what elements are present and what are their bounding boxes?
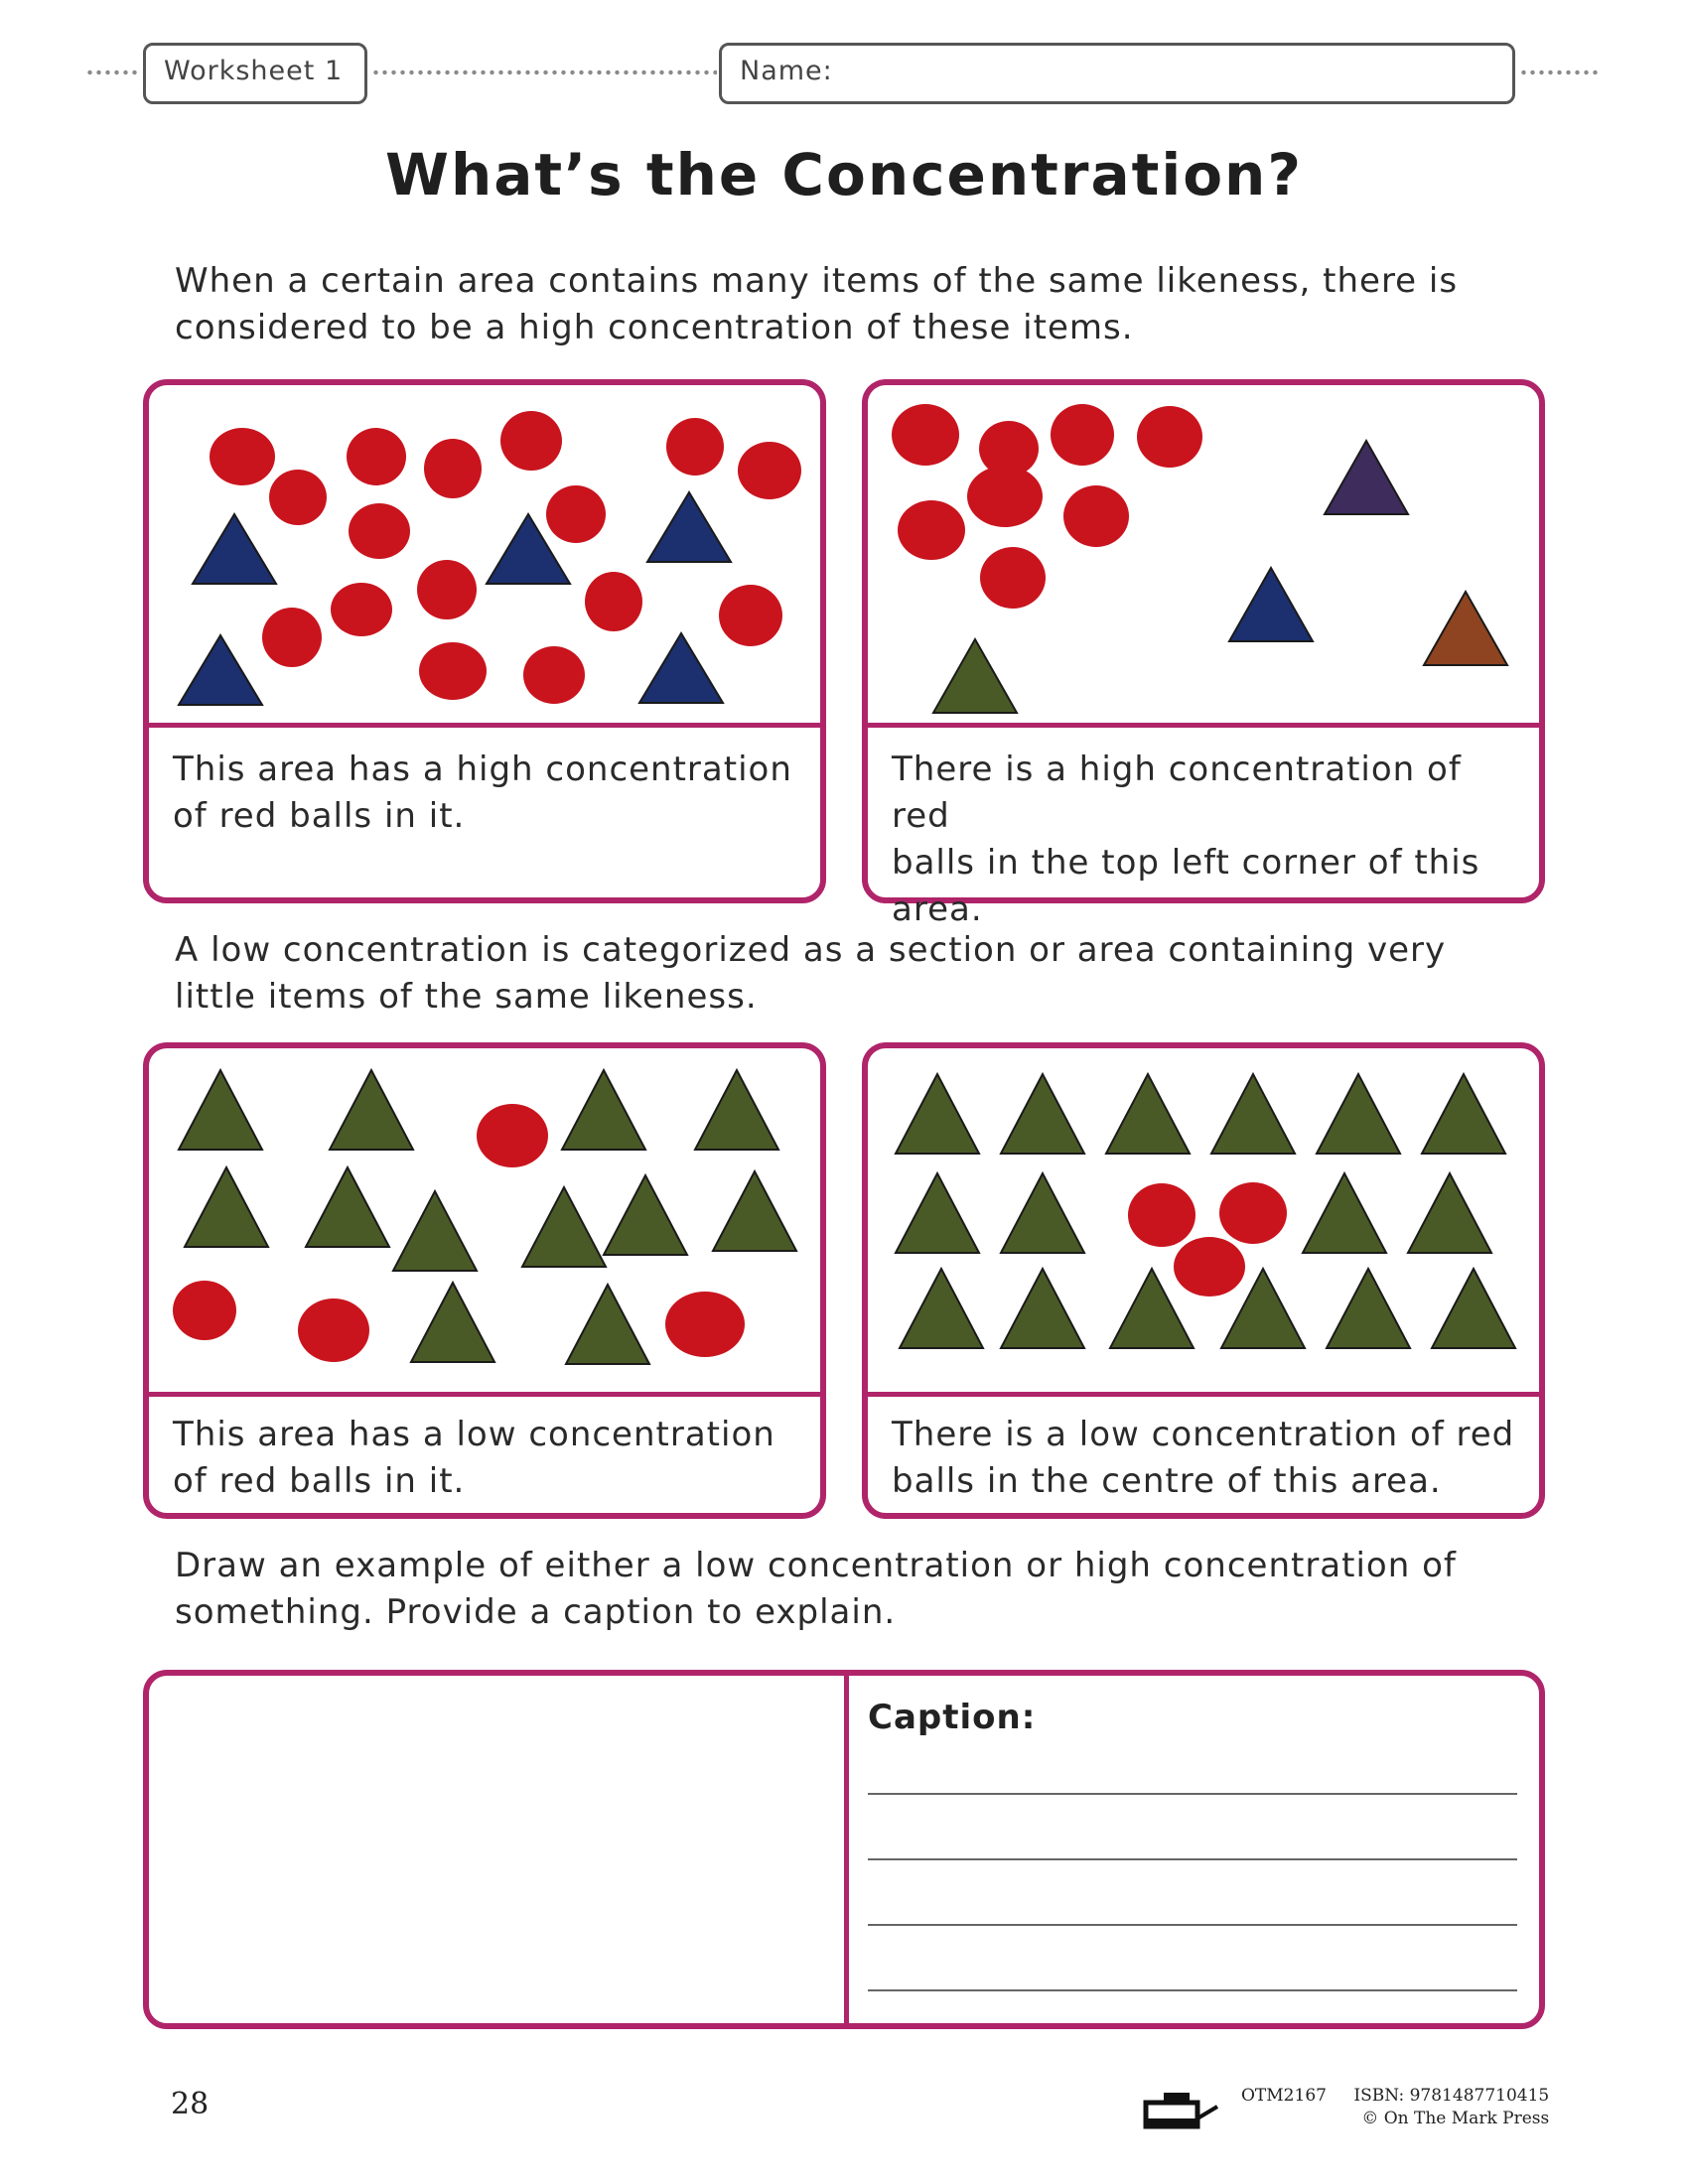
green-triangle: [330, 1070, 413, 1150]
caption-line-2: balls in the top left corner of this: [892, 843, 1480, 883]
red-ball: [523, 646, 585, 704]
red-ball: [719, 585, 782, 646]
red-ball: [666, 418, 724, 476]
page-title: What’s the Concentration?: [385, 141, 1303, 208]
name-field[interactable]: [719, 43, 1515, 104]
green-triangle: [562, 1070, 645, 1150]
green-triangle: [1317, 1074, 1400, 1154]
panel-caption: [173, 747, 802, 840]
red-ball: [477, 1104, 548, 1167]
red-ball: [1063, 485, 1129, 547]
green-triangle: [933, 639, 1017, 713]
footer-publisher-info: [1241, 2085, 1549, 2130]
panel-high-concentration-corner: [862, 379, 1545, 929]
red-ball: [546, 485, 606, 543]
green-triangle: [306, 1167, 389, 1247]
navy-triangle: [193, 514, 276, 584]
navy-triangle: [179, 635, 262, 705]
red-ball: [424, 439, 482, 498]
copyright: © On The Mark Press: [1361, 2109, 1550, 2128]
red-ball: [1137, 406, 1202, 468]
shapes-illustration: [149, 385, 820, 723]
caption-writing-line[interactable]: [868, 1989, 1517, 1991]
red-ball: [892, 404, 959, 466]
panel-divider: [149, 1392, 820, 1397]
caption-line-2: of red balls in it.: [173, 1461, 466, 1501]
panel-high-concentration: [143, 379, 826, 903]
intro-line-1: When a certain area contains many items of the same likeness, there is: [175, 261, 1459, 301]
header-dots-right: [1519, 69, 1599, 75]
shapes-illustration: [868, 1048, 1539, 1392]
green-triangle: [1422, 1074, 1505, 1154]
green-triangle: [1211, 1074, 1295, 1154]
green-triangle: [604, 1175, 687, 1255]
navy-triangle: [639, 633, 723, 703]
red-ball: [331, 583, 392, 636]
low-line-2: little items of the same likeness.: [175, 977, 758, 1017]
panel-divider: [868, 723, 1539, 728]
green-triangle: [900, 1269, 983, 1348]
green-triangle: [713, 1171, 796, 1251]
green-triangle: [566, 1285, 649, 1364]
green-triangle: [1303, 1173, 1386, 1253]
shapes-illustration: [868, 385, 1539, 723]
green-triangle: [393, 1191, 477, 1271]
green-triangle: [411, 1283, 494, 1362]
caption-line-3: area.: [892, 889, 983, 929]
navy-triangle: [1229, 568, 1313, 641]
caption-line-2: balls in the centre of this area.: [892, 1461, 1442, 1501]
panel-caption: [173, 1412, 802, 1505]
panel-caption: [892, 1412, 1521, 1505]
red-ball: [665, 1292, 745, 1357]
purple-triangle: [1325, 441, 1408, 514]
red-ball: [1174, 1237, 1245, 1297]
brown-triangle: [1424, 592, 1507, 665]
red-ball: [417, 560, 477, 619]
red-ball: [173, 1281, 236, 1340]
green-triangle: [896, 1173, 979, 1253]
worksheet-label: Worksheet 1: [164, 56, 344, 86]
caption-line-1: There is a low concentration of red: [892, 1415, 1515, 1454]
caption-writing-line[interactable]: [868, 1858, 1517, 1860]
caption-writing-line[interactable]: [868, 1924, 1517, 1926]
name-label: Name:: [740, 56, 833, 86]
panel-divider: [149, 723, 820, 728]
caption-writing-line[interactable]: [868, 1793, 1517, 1795]
isbn: ISBN: 9781487710415: [1353, 2086, 1550, 2106]
red-ball: [738, 442, 801, 499]
red-ball: [419, 642, 487, 700]
green-triangle: [695, 1070, 778, 1150]
green-triangle: [1001, 1074, 1084, 1154]
shapes-illustration: [149, 1048, 820, 1392]
red-ball: [1128, 1183, 1196, 1247]
header-dots-left: [85, 69, 141, 75]
green-triangle: [1106, 1074, 1190, 1154]
caption-line-1: There is a high concentration of red: [892, 750, 1462, 836]
red-ball: [210, 428, 275, 485]
panel-low-concentration: [143, 1042, 826, 1519]
navy-triangle: [647, 492, 731, 562]
red-ball: [585, 572, 642, 631]
green-triangle: [896, 1074, 979, 1154]
green-triangle: [1001, 1173, 1084, 1253]
green-triangle: [1408, 1173, 1491, 1253]
green-triangle: [1432, 1269, 1515, 1348]
red-ball: [298, 1298, 369, 1362]
intro-paragraph: [175, 258, 1515, 351]
red-ball: [980, 547, 1046, 609]
header-dots-middle: [371, 69, 717, 75]
caption-line-1: This area has a high concentration: [173, 750, 792, 789]
drawing-divider: [844, 1676, 849, 2023]
worksheet-label-box: [143, 43, 367, 104]
red-ball: [967, 466, 1043, 527]
panel-low-concentration-centre: [862, 1042, 1545, 1519]
drawing-area[interactable]: [149, 1676, 844, 2023]
red-ball: [262, 608, 322, 667]
green-triangle: [522, 1187, 606, 1267]
red-ball: [1051, 404, 1114, 466]
low-line-1: A low concentration is categorized as a section or area containing very: [175, 930, 1447, 970]
panel-caption: [892, 747, 1521, 933]
green-triangle: [1327, 1269, 1410, 1348]
low-concentration-paragraph: [175, 927, 1515, 1021]
drawing-activity-box: [143, 1670, 1545, 2029]
green-triangle: [185, 1167, 268, 1247]
product-code: OTM2167: [1241, 2086, 1327, 2106]
page-number: 28: [171, 2087, 210, 2121]
caption-line-2: of red balls in it.: [173, 796, 466, 836]
red-ball: [500, 411, 562, 471]
green-triangle: [179, 1070, 262, 1150]
caption-label: Caption:: [868, 1698, 1037, 1737]
red-ball: [347, 428, 406, 485]
panel-divider: [868, 1392, 1539, 1397]
intro-line-2: considered to be a high concentration of these items.: [175, 308, 1134, 347]
red-ball: [898, 500, 965, 560]
red-ball: [1219, 1182, 1287, 1244]
red-ball: [349, 503, 410, 559]
activity-instruction: [175, 1543, 1515, 1636]
instruction-line-1: Draw an example of either a low concentration or high concentration of: [175, 1546, 1457, 1585]
instruction-line-2: something. Provide a caption to explain.: [175, 1592, 897, 1632]
red-ball: [269, 470, 327, 525]
caption-line-1: This area has a low concentration: [173, 1415, 775, 1454]
green-triangle: [1001, 1269, 1084, 1348]
on-the-mark-press-logo-icon: [1142, 2089, 1221, 2130]
